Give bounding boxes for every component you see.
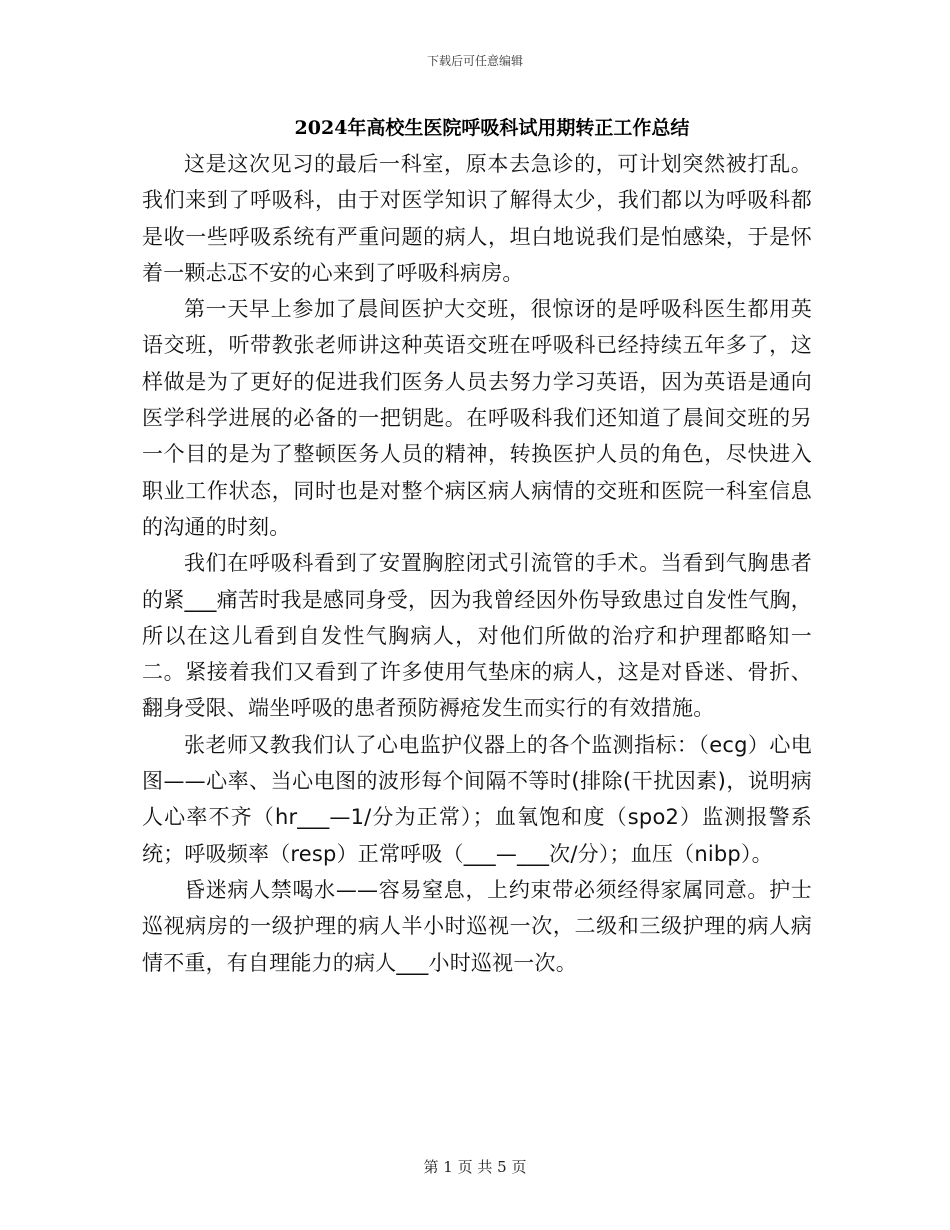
- paragraph-4: 张老师又教我们认了心电监护仪器上的各个监测指标：（ecg）心电图——心率、当心电图的波形每个间隔不等时(排除(干扰因素)，说明病人心率不齐（hr___—1/分为正常）；血氧饱和度（spo2）监测报警系统；呼吸频率（resp）正常呼吸（___—___次/分）；血压（nibp）。: [142, 732, 812, 866]
- paragraph-2: 第一天早上参加了晨间医护大交班，很惊讶的是呼吸科医生都用英语交班，听带教张老师讲这种英语交班在呼吸科已经持续五年多了，这样做是为了更好的促进我们医务人员去努力学习英语，因为英语是通向医学科学进展的必备的一把钥匙。在呼吸科我们还知道了晨间交班的另一个目的是为了整顿医务人员的精神，转换医护人员的角色，尽快进入职业工作状态，同时也是对整个病区病人病情的交班和医院一科室信息的沟通的时刻。: [142, 297, 812, 539]
- page-header-note: 下载后可任意编辑: [426, 54, 523, 68]
- document-body: [142, 146, 812, 981]
- paragraph-5: 昏迷病人禁喝水——容易窒息，上约束带必须经得家属同意。护士巡视病房的一级护理的病人半小时巡视一次，二级和三级护理的病人病情不重，有自理能力的病人___小时巡视一次。: [142, 877, 812, 975]
- paragraph-3: 我们在呼吸科看到了安置胸腔闭式引流管的手术。当看到气胸患者的紧___痛苦时我是感同身受，因为我曾经因外伤导致患过自发性气胸，所以在这儿看到自发性气胸病人，对他们所做的治疗和护理都略知一二。紧接着我们又看到了许多使用气垫床的病人，这是对昏迷、骨折、翻身受限、端坐呼吸的患者预防褥疮发生而实行的有效措施。: [142, 551, 812, 721]
- paragraph-1: 这是这次见习的最后一科室，原本去急诊的，可计划突然被打乱。我们来到了呼吸科，由于对医学知识了解得太少，我们都以为呼吸科都是收一些呼吸系统有严重问题的病人，坦白地说我们是怕感染，于是怀着一颗忐忑不安的心来到了呼吸科病房。: [142, 152, 812, 285]
- document-title: 2024年高校生医院呼吸科试用期转正工作总结: [294, 117, 690, 139]
- page-footer-indicator: 第 1 页 共 5 页: [423, 1158, 527, 1176]
